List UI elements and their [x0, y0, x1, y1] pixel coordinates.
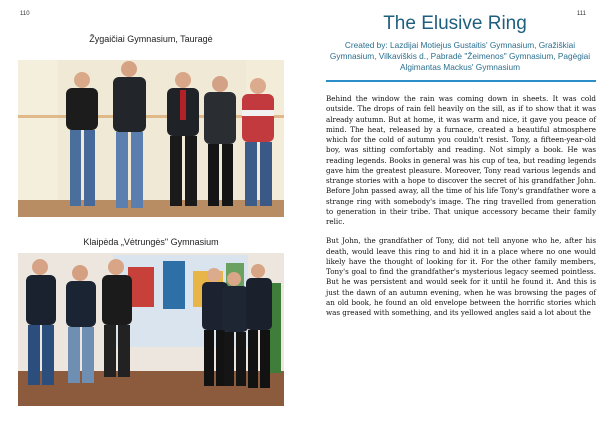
photo-caption-zygaiciai: Žygaičiai Gymnasium, Tauragė	[89, 34, 213, 44]
title-divider	[326, 80, 596, 82]
story-credits: Created by: Lazdijai Motiejus Gustaitis' Gymnasium, Gražiškiai Gymnasium, Vilkaviškis d., Pabradė "Žeimenos" Gymnasium, Pagėgiai Algimantas Mackus' Gymnasium	[329, 40, 591, 72]
group-photo-vetrunges	[18, 253, 284, 406]
right-page	[300, 0, 600, 424]
page-number-left: 110	[20, 11, 30, 17]
story-title: The Elusive Ring	[383, 13, 527, 34]
story-body	[326, 94, 596, 327]
story-paragraph: Behind the window the rain was coming down in sheets. It was cold outside. The drops of rain fell heavily on the sill, as if to show that it was already autumn. But at home, it was warm and nice, it gave you peace of mind. The heat, released by a furnace, created a beautiful atmosphere which for the cold of autumn you couldn't resist. Tony, a fifteen-year-old boy, was sitting comfortably and reading. Not simply a book. He was reading legends. Books in general was his cup of tea, but reading legends gave him the greatest pleasure. Moreover, Tony read various legends and strange stories with a hope to discover the secret of his grandfather John. Before John passed away, all the time of his life Tony's grandfather wore a strange ring with somebody's image. The ring travelled from generation to generation in their tribe. That unique accessory became their family relic.	[326, 94, 596, 226]
story-paragraph: But John, the grandfather of Tony, did not tell anyone who he, after his death, would leave this ring to and hid it in a place where no one would likely have the thought of looking for it. For the other family members, Tony's goal to find the grandfather's mysterious legacy seemed pointless. But he was persistent and would seek for it until he found it. And this is just the dawn of an autumn evening, when he was browsing the pages of an old book, he found an old envelope between the horrific stories which was greased with something, and its yellowed angles said a lot about the	[326, 236, 596, 317]
group-photo-zygaiciai	[18, 60, 284, 217]
page-number-right: 111	[576, 11, 586, 17]
photo-caption-vetrunges: Klaipėda „Vėtrungės" Gymnasium	[83, 237, 219, 247]
